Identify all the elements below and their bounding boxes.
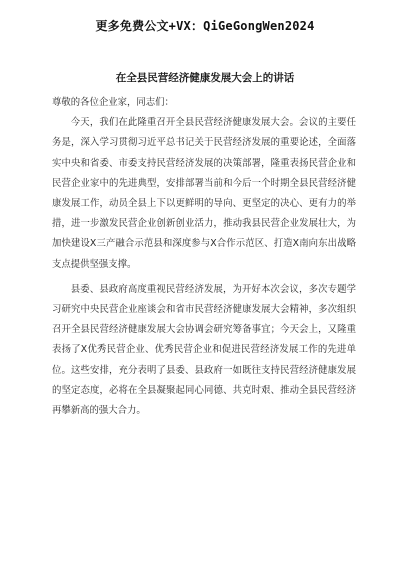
promo-header: 更多免费公文+VX：QiGeGongWen2024 [95, 19, 315, 33]
body-paragraph: 县委、县政府高度重视民营经济发展，为开好本次会议，多次专题学习研究中央民营企业座谈会和省市民营经济健康发展大会精神，多次组织召开全县民营经济健康发展大会协调会研究筹备事宜；今天会上，又隆重表扬了X优秀民营企业、优秀民营企业和促进民营经济发展工作的先进单位。这些安排，充分表明了县委、县政府一如既往支持民营经济健康发展的坚定态度，必将在全县凝聚起同心同德、共克时艰、推动全县民营经济再攀新高的强大合力。 [52, 283, 356, 417]
speech-body [52, 93, 356, 421]
body-paragraph: 今天，我们在此隆重召开全县民营经济健康发展大会。会议的主要任务是，深入学习贯彻习近平总书记关于民营经济发展的重要论述，全面落实中央和省委、市委支持民营经济发展的决策部署，隆重表扬民营企业和民营企业家中的先进典型，安排部署当前和今后一个时期全县民营经济健康发展工作，动员全县上下以更鲜明的导向、更坚定的决心、更有力的举措，进一步激发民营企业创新创业活力，推动我县民营企业发展壮大，为加快建设X三产融合示范县和深度参与X合作示范区、打造X南向东出战略支点提供坚强支撑。 [52, 117, 356, 270]
speech-title: 在全县民营经济健康发展大会上的讲话 [115, 72, 295, 84]
salutation: 尊敬的各位企业家，同志们： [52, 97, 174, 108]
